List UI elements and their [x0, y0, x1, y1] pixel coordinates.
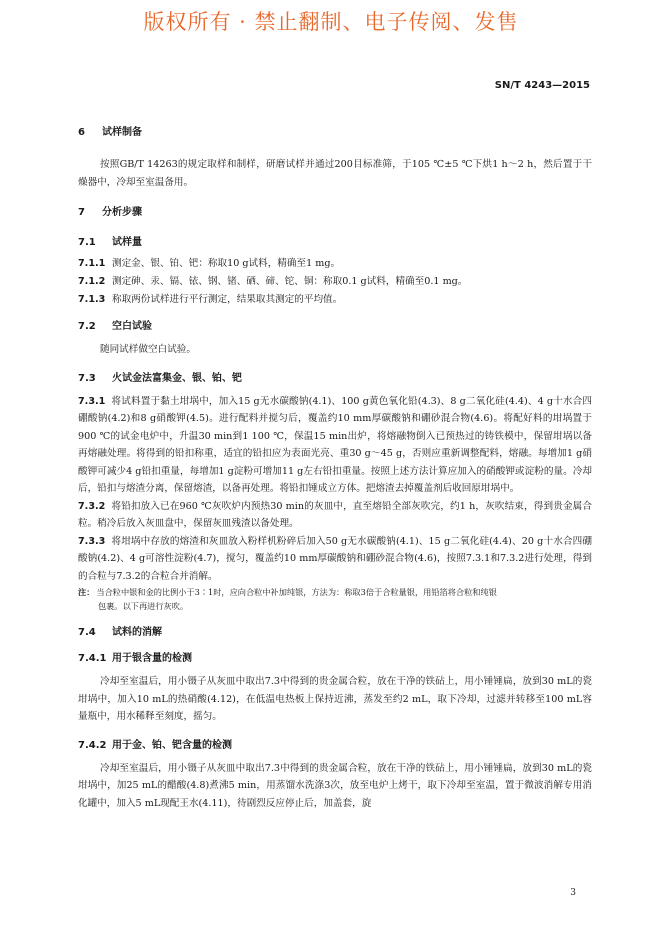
section-number: 7.4.2	[78, 739, 107, 751]
copyright-watermark: 版权所有 · 禁止翻制、电子传阅、发售	[143, 10, 519, 34]
section-heading-7-4-2	[78, 738, 592, 754]
note-line-2: 包裹。以下再进行灰吹。	[98, 601, 189, 611]
section-title: 火试金法富集金、银、铂、钯	[112, 372, 242, 384]
clause-text: 测定金、银、铂、钯：称取10 g试料，精确至1 mg。	[112, 258, 341, 269]
clause-text: 将试料置于黏土坩埚中，加入15 g无水碳酸钠(4.1)、100 g黄色氧化铅(4.3)、8 g二氧化硅(4.4)、4 g十水合四硼酸钠(4.2)和8 g硝酸钾(4.5)。进行配料并搅匀后，覆盖约10 mm厚碳酸钠和硼砂混合物(4.6)。将配好料的坩埚置于900 ℃的试金电炉中，升温30 min到1 100 ℃，保温15 min出炉，将熔融物倒入已预热过的铸铁模中，保留坩埚以备再熔融处理。将得到的铅扣称重，适宜的铅扣应为表面光亮、重30 g～45 g，否则应重新调整配料，熔融。每增加1 g硝酸钾可减少4 g铅扣重量，每增加1 g淀粉可增加11 g左右铅扣重量。按照上述方法计算应加入的硝酸钾或淀粉的量。冷却后，铅扣与熔渣分离，保留熔渣，以备再处理。将铅扣锤成立方体。把熔渣去掉覆盖剂后收回原坩埚中。	[78, 395, 592, 494]
section-number: 7.1	[78, 237, 96, 248]
section-heading-7-4-1	[78, 651, 592, 667]
clause-7-4-2-text: 冷却至室温后，用小镊子从灰皿中取出7.3中得到的贵金属合粒，放在干净的铁砧上，用小锤锤扁，放到30 mL的瓷坩埚中，加25 mL的醋酸(4.8)煮沸5 min，用蒸馏水洗涤3次，放至电炉上烤干，取下冷却至室温，置于微波消解专用消化罐中，加入5 mL现配王水(4.11)，待剧烈反应停止后，加盖套，旋	[78, 762, 592, 809]
page-number: 3	[570, 888, 576, 898]
section-heading-7-3	[78, 371, 592, 387]
note-label: 注：	[78, 587, 95, 597]
section-title: 用于银含量的检测	[112, 653, 192, 664]
clause-7-3-1	[78, 393, 592, 498]
clause-number: 7.3.2	[78, 500, 106, 512]
clause-text: 称取两份试样进行平行测定，结果取其测定的平均值。	[112, 294, 343, 305]
clause-number: 7.1.3	[78, 294, 106, 305]
section-number: 7.4	[78, 627, 96, 638]
section-6-text: 按照GB/T 14263的规定取样和制样，研磨试样并通过200目标准筛，于105 ℃±5 ℃下烘1 h～2 h，然后置于干燥器中，冷却至室温备用。	[78, 159, 592, 188]
clause-number: 7.3.3	[78, 535, 106, 547]
clause-7-3-2	[78, 498, 592, 533]
note-line-1: 当合粒中银和金的比例小于3∶1时，应向合粒中补加纯银，方法为：称取3倍于合粒量银，用铅箔将合粒和纯银	[96, 587, 497, 597]
section-title: 分析步骤	[102, 207, 142, 218]
section-number: 7	[78, 207, 85, 218]
section-title: 试料的消解	[112, 627, 162, 638]
clause-number: 7.1.1	[78, 258, 106, 269]
standard-code: SN/T 4243—2015	[494, 80, 590, 91]
section-title: 试样制备	[102, 127, 142, 138]
section-heading-7	[78, 205, 592, 221]
section-title: 用于金、铂、钯含量的检测	[112, 739, 232, 751]
section-7-2-text: 随同试样做空白试验。	[100, 344, 196, 355]
clause-text: 测定砷、汞、镉、铱、钢、锗、硒、碲、铊、铜：称取0.1 g试料，精确至0.1 mg。	[112, 276, 468, 287]
clause-7-3-3	[78, 533, 592, 586]
document-body	[78, 125, 592, 812]
clause-7-1-2	[78, 273, 592, 291]
clause-7-4-1-text: 冷却至室温后，用小镊子从灰皿中取出7.3中得到的贵金属合粒，放在干净的铁砧上，用小锤锤扁，放到30 mL的瓷坩埚中，加入10 mL的热硝酸(4.12)，在低温电热板上保持近沸，蒸发至约2 mL，取下冷却，过滤并转移至100 mL容量瓶中，用水稀释至刻度，摇匀。	[78, 676, 592, 722]
clause-text: 将铅扣放入已在960 ℃灰吹炉内预热30 min的灰皿中，直至熔铅全部灰吹完，约1 h，灰吹结束，得到贵金属合粒。稍冷后放入灰皿盘中，保留灰皿残渣以备处理。	[78, 500, 592, 529]
section-number: 7.4.1	[78, 653, 107, 664]
clause-number: 7.3.1	[78, 395, 106, 407]
section-heading-6	[78, 125, 592, 141]
clause-text: 将坩埚中存放的熔渣和灰皿放入粉样机粉碎后加入50 g无水碳酸钠(4.1)、15 g二氧化硅(4.4)、20 g十水合四硼酸钠(4.2)、4 g可溶性淀粉(4.7)，搅匀，覆盖约10 mm厚碳酸钠和硼砂混合物(4.6)，按照7.3.1和7.3.2进行处理，得到的合粒与7.3.2的合粒合并消解。	[78, 535, 592, 582]
section-heading-7-4	[78, 625, 592, 641]
section-title: 试样量	[112, 237, 142, 248]
clause-number: 7.1.2	[78, 276, 106, 287]
note	[78, 585, 592, 613]
section-title: 空白试验	[112, 321, 152, 332]
section-heading-7-1	[78, 235, 592, 251]
clause-7-1-1	[78, 255, 592, 273]
section-number: 7.2	[78, 321, 96, 332]
section-number: 7.3	[78, 372, 96, 384]
section-number: 6	[78, 127, 85, 138]
section-heading-7-2	[78, 319, 592, 335]
clause-7-1-3	[78, 291, 592, 309]
